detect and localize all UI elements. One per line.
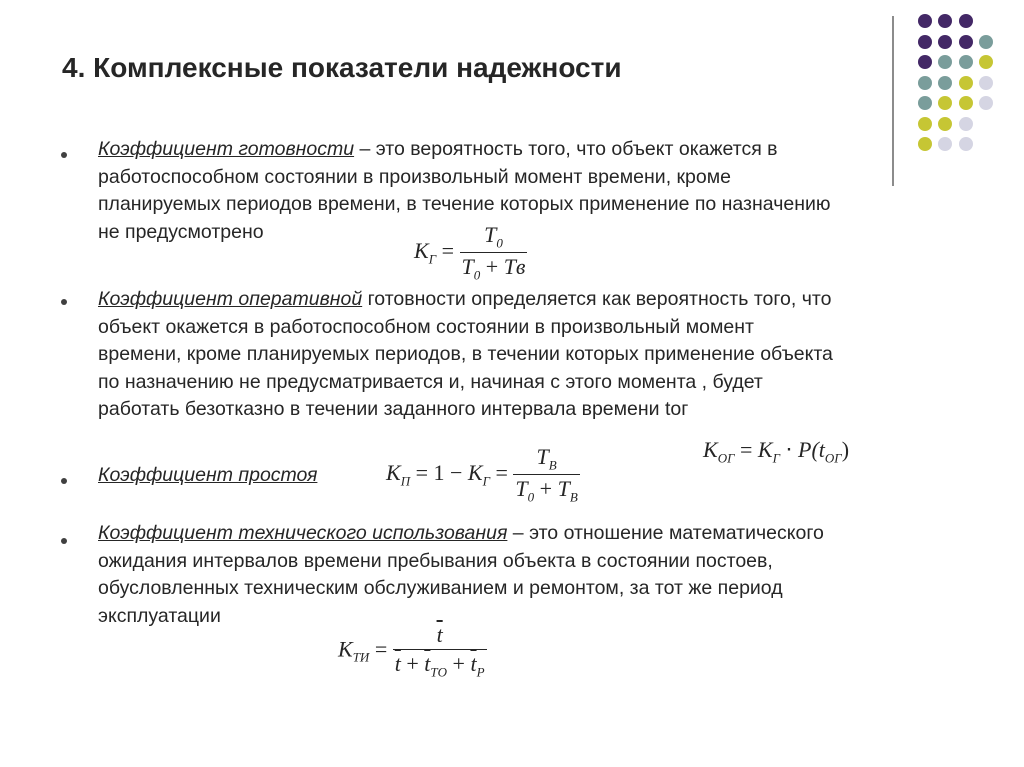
decorative-dot xyxy=(918,55,932,69)
decorative-dot xyxy=(938,117,952,131)
fraction: $\frac{T_В}{T_0 + T_В}$ xyxy=(515,444,578,505)
formula-downtime: $K_П = 1 - K_Г$ = $\frac{T_В}{T_0 + T_В}$ xyxy=(386,444,578,505)
decorative-dot xyxy=(938,96,952,110)
bullet-line: – это отношение математического xyxy=(507,522,824,544)
bullet-availability xyxy=(98,136,968,246)
decorative-dot xyxy=(918,35,932,49)
decorative-dot xyxy=(938,55,952,69)
term-downtime: Коэффициент простоя xyxy=(98,464,318,486)
formula-technical-utilization: $K_{ТИ}$ = $\frac{\overline{t}}{\overline{t} + \overline{t}_{ТО} + \overline{t}_Р}$ xyxy=(338,622,485,680)
decorative-dot xyxy=(959,14,973,28)
decorative-dot xyxy=(979,35,993,49)
decorative-dot xyxy=(959,35,973,49)
bullet-line: не предусмотрено xyxy=(98,220,264,243)
bullet-line: по назначению не предусматривается и, начиная с этого момента , будет xyxy=(98,370,763,393)
decorative-dot xyxy=(918,14,932,28)
fraction: $\frac{\overline{t}}{\overline{t} + \overline{t}_{ТО} + \overline{t}_Р}$ xyxy=(394,622,485,680)
decorative-dot xyxy=(938,76,952,90)
formula-availability: $K_Г$ = $\frac{T_0}{T_0 + Tв}$ xyxy=(414,222,526,283)
bullet-line: работоспособном состоянии в произвольный момент времени, кроме xyxy=(98,165,731,188)
bullet-line: эксплуатации xyxy=(98,604,221,627)
bullet-marker xyxy=(61,152,67,158)
decorative-dot xyxy=(918,76,932,90)
decorative-dot xyxy=(959,55,973,69)
bullet-marker xyxy=(61,299,67,305)
decorative-dot xyxy=(979,55,993,69)
term-operational-availability: Коэффициент оперативной xyxy=(98,288,363,310)
bullet-marker xyxy=(61,478,67,484)
bullet-technical-utilization xyxy=(98,520,968,630)
bullet-line: планируемых периодов времени, в течение которых применение по назначению xyxy=(98,193,831,215)
bullet-marker xyxy=(61,538,67,544)
bullet-downtime xyxy=(98,462,398,490)
bullet-line: обусловленных техническим обслуживанием и ремонтом, за тот же период xyxy=(98,577,783,599)
decorative-dot xyxy=(979,96,993,110)
decorative-dot xyxy=(918,117,932,131)
term-technical-utilization: Коэффициент технического использования xyxy=(98,522,508,544)
decorative-dot xyxy=(979,76,993,90)
bullet-line: ожидания интервалов времени пребывания объекта в состоянии постоев, xyxy=(98,549,773,572)
fraction: $\frac{T_0}{T_0 + Tв}$ xyxy=(461,222,526,283)
slide-title: 4. Комплексные показатели надежности xyxy=(62,52,622,83)
term-availability: Коэффициент готовности xyxy=(98,138,355,160)
bullet-operational-availability xyxy=(98,286,968,424)
decorative-dot xyxy=(959,117,973,131)
bullet-line: готовности определяется как вероятность того, что xyxy=(362,288,832,310)
bullet-line: – это вероятность того, что объект окажется в xyxy=(354,138,778,160)
decorative-dot xyxy=(938,14,952,28)
bullet-line: работать безотказно в течении заданного интервала времени tог xyxy=(98,398,689,420)
decorative-dot xyxy=(938,35,952,49)
decorative-dot xyxy=(959,96,973,110)
bullet-line: объект окажется в работоспособном состоянии в произвольный момент xyxy=(98,315,754,338)
formula-operational-availability: $K_{ОГ} = K_Г \cdot P(t_{ОГ})$ xyxy=(703,437,850,466)
decorative-dot xyxy=(918,96,932,110)
bullet-line: времени, кроме планируемых периодов, в течении которых применение объекта xyxy=(98,343,833,365)
decorative-dot xyxy=(959,76,973,90)
